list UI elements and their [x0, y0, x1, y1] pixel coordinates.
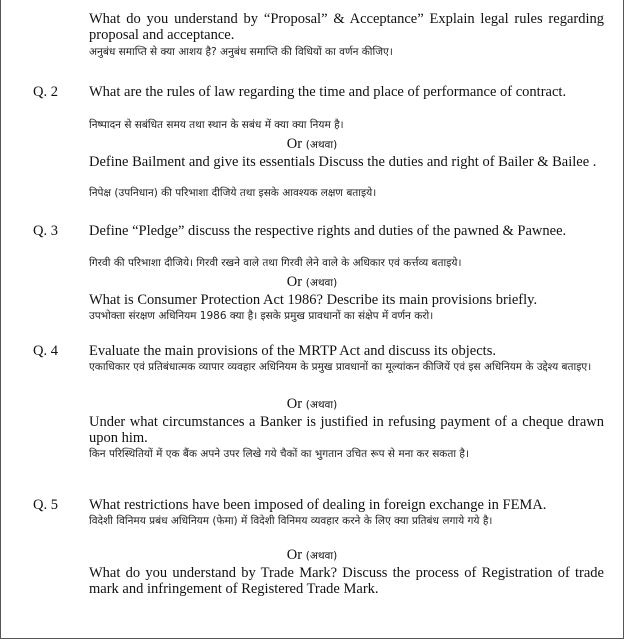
question-3-alt-english: What is Consumer Protection Act 1986? Describe its main provisions briefly. — [89, 292, 538, 308]
question-2-number: Q. 2 — [33, 84, 58, 100]
question-2-or — [0, 136, 624, 153]
question-4-or — [0, 396, 624, 413]
question-3-english: Define “Pledge” discuss the respective rights and duties of the pawned & Pawnee. — [89, 223, 567, 239]
or-label: Or — [286, 547, 303, 563]
question-1-hindi: अनुबंध समाप्ति से क्या आशय है? अनुबंध समाप्ति की विधियों का वर्णन कीजिए। — [89, 46, 393, 58]
question-3-hindi: गिरवी की परिभाशा दीजिये। गिरवी रखने वाले तथा गिरवी लेने वाले के अधिकार एवं कर्त्तव्य बताइये। — [89, 257, 462, 269]
question-5-hindi: विदेशी विनिमय प्रबंध अधिनियम (फेमा) में विदेशी विनिमय व्यवहार करने के लिए क्या प्रतिबंध लगाये गये है। — [89, 515, 493, 527]
question-4-hindi: एकाधिकार एवं प्रतिबंधात्मक व्यापार व्यवहार अधिनियम के प्रमुख प्रावधानों का मूल्यांकन कीजियें एवं इस अधिनियम के उद्देश्य बताइए। — [89, 361, 592, 373]
question-4-english: Evaluate the main provisions of the MRTP Act and discuss its objects. — [89, 343, 496, 359]
question-5-alt-english: What do you understand by Trade Mark? Discuss the process of Registration of trade mark and infringement of Registered Trade Mark. — [89, 565, 604, 597]
question-2-alt-hindi: निपेक्ष (उपनिधान) की परिभाशा दीजिये तथा इसके आवश्यक लक्षण बताइये। — [89, 187, 377, 199]
question-2-english: What are the rules of law regarding the time and place of performance of contract. — [89, 84, 567, 100]
or-label: Or — [286, 396, 303, 412]
or-label: Or — [286, 274, 303, 290]
question-5-or — [0, 547, 624, 564]
question-4-alt-english: Under what circumstances a Banker is justified in refusing payment of a cheque drawn upon him. — [89, 414, 604, 446]
or-label-hindi: (अथवा) — [305, 399, 338, 411]
question-2-hindi: निष्पादन से सबंधित समय तथा स्थान के सबंध में क्या क्या नियम है। — [89, 119, 344, 131]
or-label: Or — [286, 136, 303, 152]
or-label-hindi: (अथवा) — [305, 550, 338, 562]
question-2-alt-english: Define Bailment and give its essentials Discuss the duties and right of Bailer & Bailee . — [89, 154, 597, 170]
question-1-english: What do you understand by “Proposal” & Acceptance” Explain legal rules regarding proposal and acceptance. — [89, 11, 604, 43]
question-3-number: Q. 3 — [33, 223, 58, 239]
question-5-english: What restrictions have been imposed of dealing in foreign exchange in FEMA. — [89, 497, 547, 513]
question-4-alt-hindi: किन परिस्थितियों में एक बैंक अपने उपर लिखे गये चैकों का भुगतान उचित रूप से मना कर सकता है। — [89, 448, 469, 460]
question-4-number: Q. 4 — [33, 343, 58, 359]
question-5-number: Q. 5 — [33, 497, 58, 513]
or-label-hindi: (अथवा) — [305, 277, 338, 289]
question-3-or — [0, 274, 624, 291]
question-3-alt-hindi: उपभोक्ता संरक्षण अधिनियम 1986 क्या है। इसके प्रमुख प्रावधानों का संक्षेप में वर्णन करो। — [89, 310, 434, 322]
or-label-hindi: (अथवा) — [305, 139, 338, 151]
